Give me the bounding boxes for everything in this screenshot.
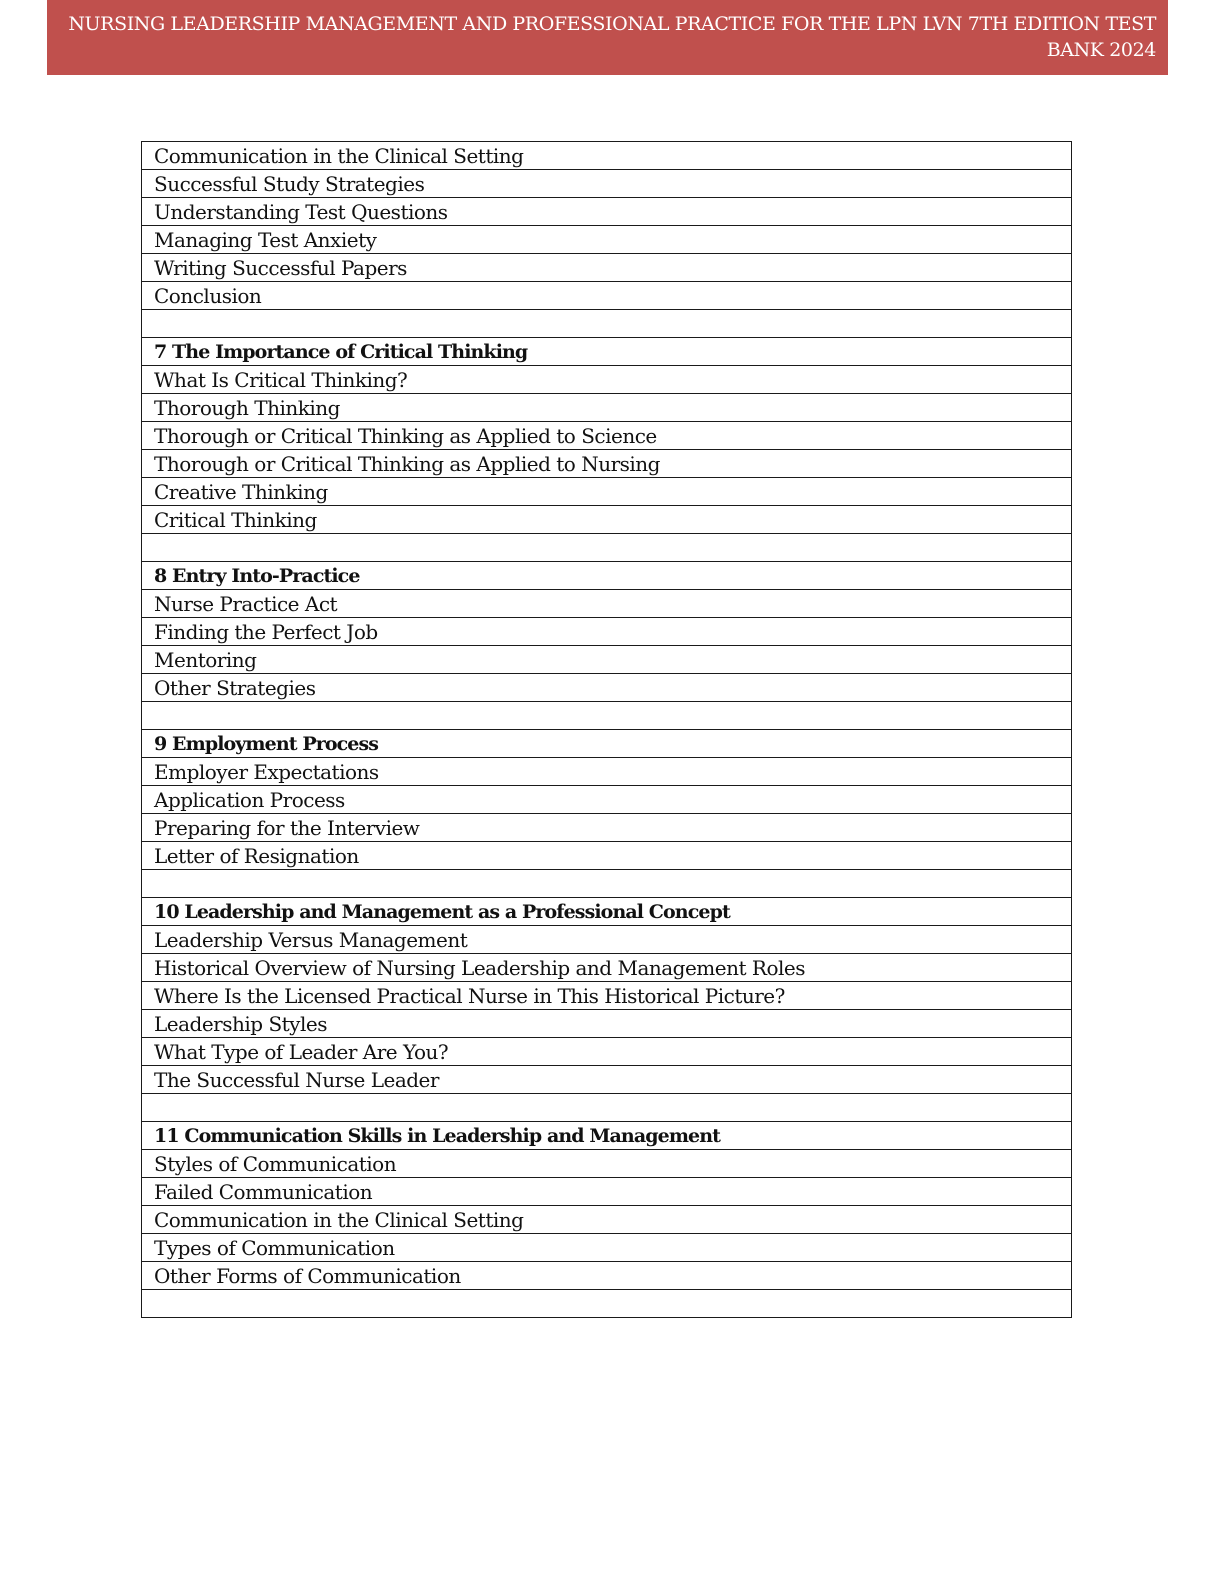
- toc-item-row: [142, 618, 1072, 646]
- toc-item-row: [142, 786, 1072, 814]
- toc-item-row: [142, 506, 1072, 534]
- toc-item-text: Other Strategies: [142, 674, 1072, 702]
- toc-blank-row: [142, 702, 1072, 730]
- toc-item-row: [142, 1234, 1072, 1262]
- header-title-line-1: NURSING LEADERSHIP MANAGEMENT AND PROFESSIONAL PRACTICE FOR THE LPN LVN 7TH EDITION TEST: [68, 13, 1156, 35]
- toc-item-text: Other Forms of Communication: [142, 1262, 1072, 1290]
- toc-item-text: Employer Expectations: [142, 758, 1072, 786]
- toc-item-text: Letter of Resignation: [142, 842, 1072, 870]
- toc-item-text: Conclusion: [142, 282, 1072, 310]
- toc-blank-row: [142, 1094, 1072, 1122]
- toc-item-text: Thorough or Critical Thinking as Applied to Nursing: [142, 450, 1072, 478]
- toc-item-text: Application Process: [142, 786, 1072, 814]
- toc-item-row: [142, 1066, 1072, 1094]
- toc-item-row: [142, 814, 1072, 842]
- toc-chapter-heading: 8 Entry Into-Practice: [142, 562, 1072, 590]
- toc-item-row: [142, 282, 1072, 310]
- toc-item-row: [142, 590, 1072, 618]
- toc-item-text: Leadership Versus Management: [142, 926, 1072, 954]
- toc-item-text: Preparing for the Interview: [142, 814, 1072, 842]
- toc-blank-row: [142, 534, 1072, 562]
- toc-item-row: [142, 758, 1072, 786]
- toc-item-text: Communication in the Clinical Setting: [142, 1206, 1072, 1234]
- toc-item-row: [142, 1262, 1072, 1290]
- toc-item-row: [142, 198, 1072, 226]
- toc-item-row: [142, 1206, 1072, 1234]
- toc-blank-cell: [142, 1094, 1072, 1122]
- toc-chapter-row: [142, 562, 1072, 590]
- toc-item-text: Styles of Communication: [142, 1150, 1072, 1178]
- toc-item-row: [142, 646, 1072, 674]
- toc-item-row: [142, 366, 1072, 394]
- toc-blank-cell: [142, 702, 1072, 730]
- toc-item-row: [142, 450, 1072, 478]
- toc-item-text: Nurse Practice Act: [142, 590, 1072, 618]
- toc-blank-cell: [142, 1290, 1072, 1318]
- toc-item-row: [142, 954, 1072, 982]
- toc-item-row: [142, 422, 1072, 450]
- toc-item-text: Critical Thinking: [142, 506, 1072, 534]
- toc-item-text: What Is Critical Thinking?: [142, 366, 1072, 394]
- toc-item-text: Historical Overview of Nursing Leadership and Management Roles: [142, 954, 1072, 982]
- toc-item-row: [142, 394, 1072, 422]
- toc-item-row: [142, 674, 1072, 702]
- toc-item-text: Creative Thinking: [142, 478, 1072, 506]
- toc-item-text: Managing Test Anxiety: [142, 226, 1072, 254]
- toc-blank-row: [142, 310, 1072, 338]
- toc-item-row: [142, 1038, 1072, 1066]
- header-banner: [47, 0, 1168, 75]
- toc-item-row: [142, 926, 1072, 954]
- toc-blank-cell: [142, 310, 1072, 338]
- toc-chapter-heading: 11 Communication Skills in Leadership and Management: [142, 1122, 1072, 1150]
- toc-item-row: [142, 1150, 1072, 1178]
- toc-item-row: [142, 842, 1072, 870]
- toc-item-text: Where Is the Licensed Practical Nurse in This Historical Picture?: [142, 982, 1072, 1010]
- toc-item-text: Finding the Perfect Job: [142, 618, 1072, 646]
- toc-item-text: Successful Study Strategies: [142, 170, 1072, 198]
- toc-item-text: Thorough Thinking: [142, 394, 1072, 422]
- toc-item-text: Failed Communication: [142, 1178, 1072, 1206]
- toc-item-row: [142, 478, 1072, 506]
- toc-blank-row: [142, 870, 1072, 898]
- toc-item-row: [142, 142, 1072, 170]
- toc-item-text: Leadership Styles: [142, 1010, 1072, 1038]
- toc-item-row: [142, 226, 1072, 254]
- toc-item-text: Communication in the Clinical Setting: [142, 142, 1072, 170]
- toc-chapter-heading: 10 Leadership and Management as a Professional Concept: [142, 898, 1072, 926]
- table-of-contents: [141, 141, 1072, 1318]
- header-title-line-2: BANK 2024: [1046, 39, 1156, 61]
- toc-chapter-row: [142, 1122, 1072, 1150]
- toc-item-text: What Type of Leader Are You?: [142, 1038, 1072, 1066]
- toc-item-row: [142, 1178, 1072, 1206]
- toc-item-row: [142, 254, 1072, 282]
- toc-item-text: The Successful Nurse Leader: [142, 1066, 1072, 1094]
- toc-blank-row: [142, 1290, 1072, 1318]
- toc-item-text: Mentoring: [142, 646, 1072, 674]
- toc-item-row: [142, 170, 1072, 198]
- toc-chapter-row: [142, 730, 1072, 758]
- toc-chapter-row: [142, 338, 1072, 366]
- toc-item-text: Understanding Test Questions: [142, 198, 1072, 226]
- toc-item-row: [142, 1010, 1072, 1038]
- toc-item-row: [142, 982, 1072, 1010]
- toc-chapter-heading: 7 The Importance of Critical Thinking: [142, 338, 1072, 366]
- toc-chapter-row: [142, 898, 1072, 926]
- toc-blank-cell: [142, 870, 1072, 898]
- toc-item-text: Thorough or Critical Thinking as Applied to Science: [142, 422, 1072, 450]
- toc-chapter-heading: 9 Employment Process: [142, 730, 1072, 758]
- toc-item-text: Types of Communication: [142, 1234, 1072, 1262]
- toc-item-text: Writing Successful Papers: [142, 254, 1072, 282]
- toc-blank-cell: [142, 534, 1072, 562]
- toc-body: [142, 142, 1072, 1318]
